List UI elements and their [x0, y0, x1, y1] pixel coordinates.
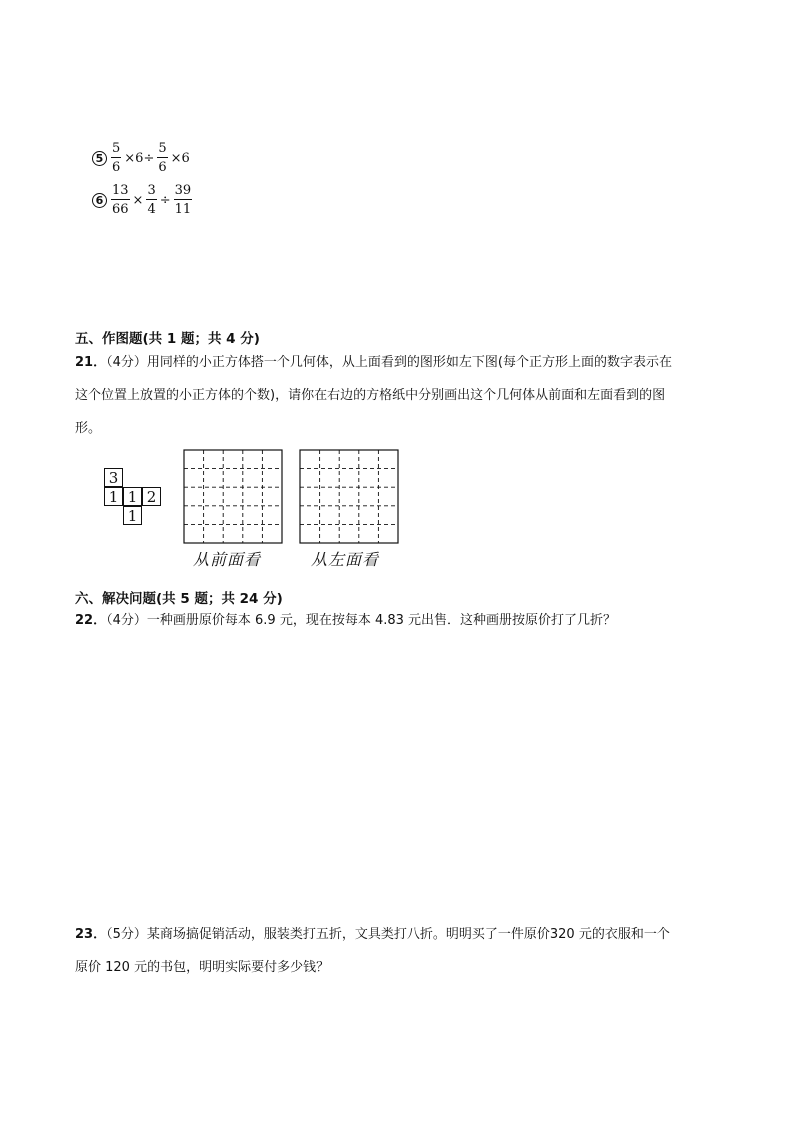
fraction: $\frac{3}{4}$	[147, 183, 156, 217]
operator: ÷	[159, 192, 171, 208]
circled-number-6: 6	[92, 193, 107, 208]
question-23	[75, 918, 745, 984]
operator: ×6	[170, 150, 190, 166]
question-score: （4分）	[106, 613, 147, 628]
fraction: $\frac{5}{6}$	[112, 141, 121, 175]
operator: ×	[132, 192, 144, 208]
question-21-line-3: 形。	[75, 421, 102, 436]
top-view-cell: 1	[123, 506, 142, 525]
caption-front-view: 从前面看	[193, 550, 262, 569]
caption-left-view: 从左面看	[311, 550, 380, 569]
operator: ×6÷	[124, 150, 155, 166]
question-score: （4分）	[106, 355, 147, 370]
question-number: 21．	[75, 355, 107, 370]
question-number: 23．	[75, 927, 107, 942]
expression-5	[92, 138, 192, 178]
question-21	[75, 346, 745, 445]
question-score: （5分）	[106, 927, 147, 942]
section-heading-word-problems: 六、解决问题(共 5 题；共 24 分)	[75, 591, 283, 607]
circled-number-5: 5	[92, 151, 107, 166]
top-view-cell: 1	[123, 487, 142, 506]
question-22-line-1: 22．（4分）一种画册原价每本 6.9 元，现在按每本 4.83 元出售．这种画册按原价打了几折？	[75, 613, 617, 628]
question-21-line-1: 21．（4分）用同样的小正方体搭一个几何体，从上面看到的图形如左下图(每个正方形上面的数字表示在	[75, 355, 672, 370]
grid-paper-front[interactable]	[183, 449, 284, 545]
top-view-cell: 1	[104, 487, 123, 506]
grid-paper-left[interactable]	[299, 449, 400, 545]
question-23-line-1: 23．（5分）某商场搞促销活动，服装类打五折，文具类打八折。明明买了一件原价320 元的衣服和一个	[75, 927, 670, 942]
section-heading-drawing: 五、作图题(共 1 题；共 4 分)	[75, 331, 260, 347]
question-23-line-2: 原价 120 元的书包，明明实际要付多少钱？	[75, 960, 330, 975]
fraction: $\frac{5}{6}$	[158, 141, 167, 175]
top-view-cell: 3	[104, 468, 123, 487]
question-number: 22．	[75, 613, 107, 628]
question-21-line-2: 这个位置上放置的小正方体的个数)，请你在右边的方格纸中分别画出这个几何体从前面和左面看到的图	[75, 388, 666, 403]
question-22	[75, 604, 745, 637]
fraction: $\frac{13}{66}$	[112, 183, 129, 217]
top-view-cell: 2	[142, 487, 161, 506]
expression-6	[92, 180, 193, 220]
fraction: $\frac{39}{11}$	[174, 183, 192, 217]
